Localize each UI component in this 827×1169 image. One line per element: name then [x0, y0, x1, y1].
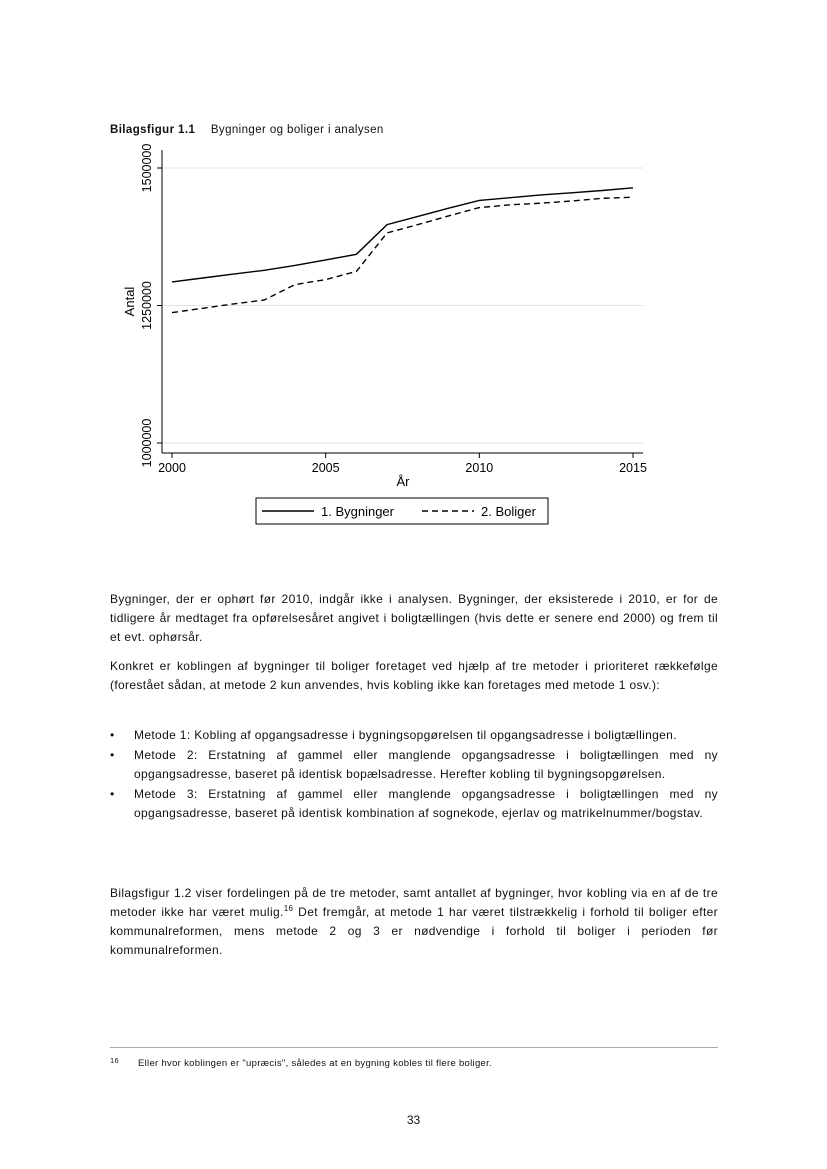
paragraph-2: [110, 657, 718, 695]
list-item-text: Metode 1: Kobling af opgangsadresse i bygningsopgørelsen til opgangsadresse i boligtællingen.: [134, 728, 677, 742]
list-item-text: Metode 2: Erstatning af gammel eller manglende opgangsadresse i boligtællingen med ny opgangsadresse, baseret på identisk bopælsadresse. Herefter kobling til bygningsopgørelsen.: [134, 748, 718, 781]
x-tick-label: 2015: [619, 461, 647, 475]
footnote-reference[interactable]: 16: [283, 904, 294, 913]
list-item: [110, 746, 718, 784]
line-chart: [0, 0, 827, 560]
footnote-number: 16: [110, 1056, 119, 1065]
legend-label-2: 2. Boliger: [481, 504, 536, 519]
paragraph-3-text: [110, 884, 718, 960]
x-tick-label: 2005: [311, 461, 340, 475]
x-tick-label: 2000: [158, 461, 186, 475]
list-item: [110, 726, 718, 745]
legend-label-1: 1. Bygninger: [321, 504, 394, 519]
footnote-text: Eller hvor koblingen er "upræcis", således at en bygning kobles til flere boliger.: [138, 1058, 492, 1069]
paragraph-3-text-end: Det fremgår, at metode 1 har været tilstrækkelig i forhold til boliger efter kommunalreformen, mens metode 2 og 3 er nødvendige i forhold til boliger i perioden før kommunalreformen.: [110, 905, 718, 957]
bullet-icon: •: [110, 787, 115, 801]
y-tick-label: 1500000: [140, 143, 154, 193]
paragraph-3-text-start: Bilagsfigur 1.2 viser fordelingen på de tre metoder, samt antallet af bygninger, hvor kobling via en af de tre metoder ikke har været mulig.: [110, 886, 718, 919]
y-axis-title: Antal: [122, 286, 137, 317]
series-line-2: [172, 197, 633, 312]
bullet-icon: •: [110, 748, 115, 762]
footnote-divider: [110, 1047, 718, 1048]
y-tick-label: 1250000: [140, 281, 154, 330]
page-number: 33: [406, 1113, 421, 1127]
x-tick-label: 2010: [465, 461, 494, 475]
y-tick-label: 1000000: [140, 418, 154, 468]
figure-label: Bilagsfigur 1.1: [110, 124, 196, 136]
bullet-icon: •: [110, 728, 115, 742]
figure-title: Bygninger og boliger i analysen: [210, 124, 384, 136]
list-item-text: Metode 3: Erstatning af gammel eller manglende opgangsadresse i boligtællingen med ny opgangsadresse, baseret på identisk kombination af sognekode, ejerlav og matrikelnummer/bogstav.: [134, 787, 718, 820]
list-item: [110, 785, 718, 823]
paragraph-2-text: Konkret er koblingen af bygninger til boliger foretaget ved hjælp af tre metoder i prioriteret rækkefølge (forestået sådan, at metode 2 kun anvendes, hvis kobling ikke kan foretages med metode 1 osv.):: [110, 659, 718, 692]
series-line-1: [172, 188, 633, 282]
paragraph-1-text: Bygninger, der er ophørt før 2010, indgår ikke i analysen. Bygninger, der eksisterede i 2010, er for de tidligere år medtaget fra opførelsesåret angivet i boligtællingen (hvis dette er senere end 2000) og frem til et evt. ophørsår.: [110, 592, 718, 644]
x-axis-title: År: [396, 474, 410, 489]
method-list: [110, 726, 718, 824]
paragraph-3: [110, 884, 718, 960]
paragraph-1: [110, 590, 718, 647]
